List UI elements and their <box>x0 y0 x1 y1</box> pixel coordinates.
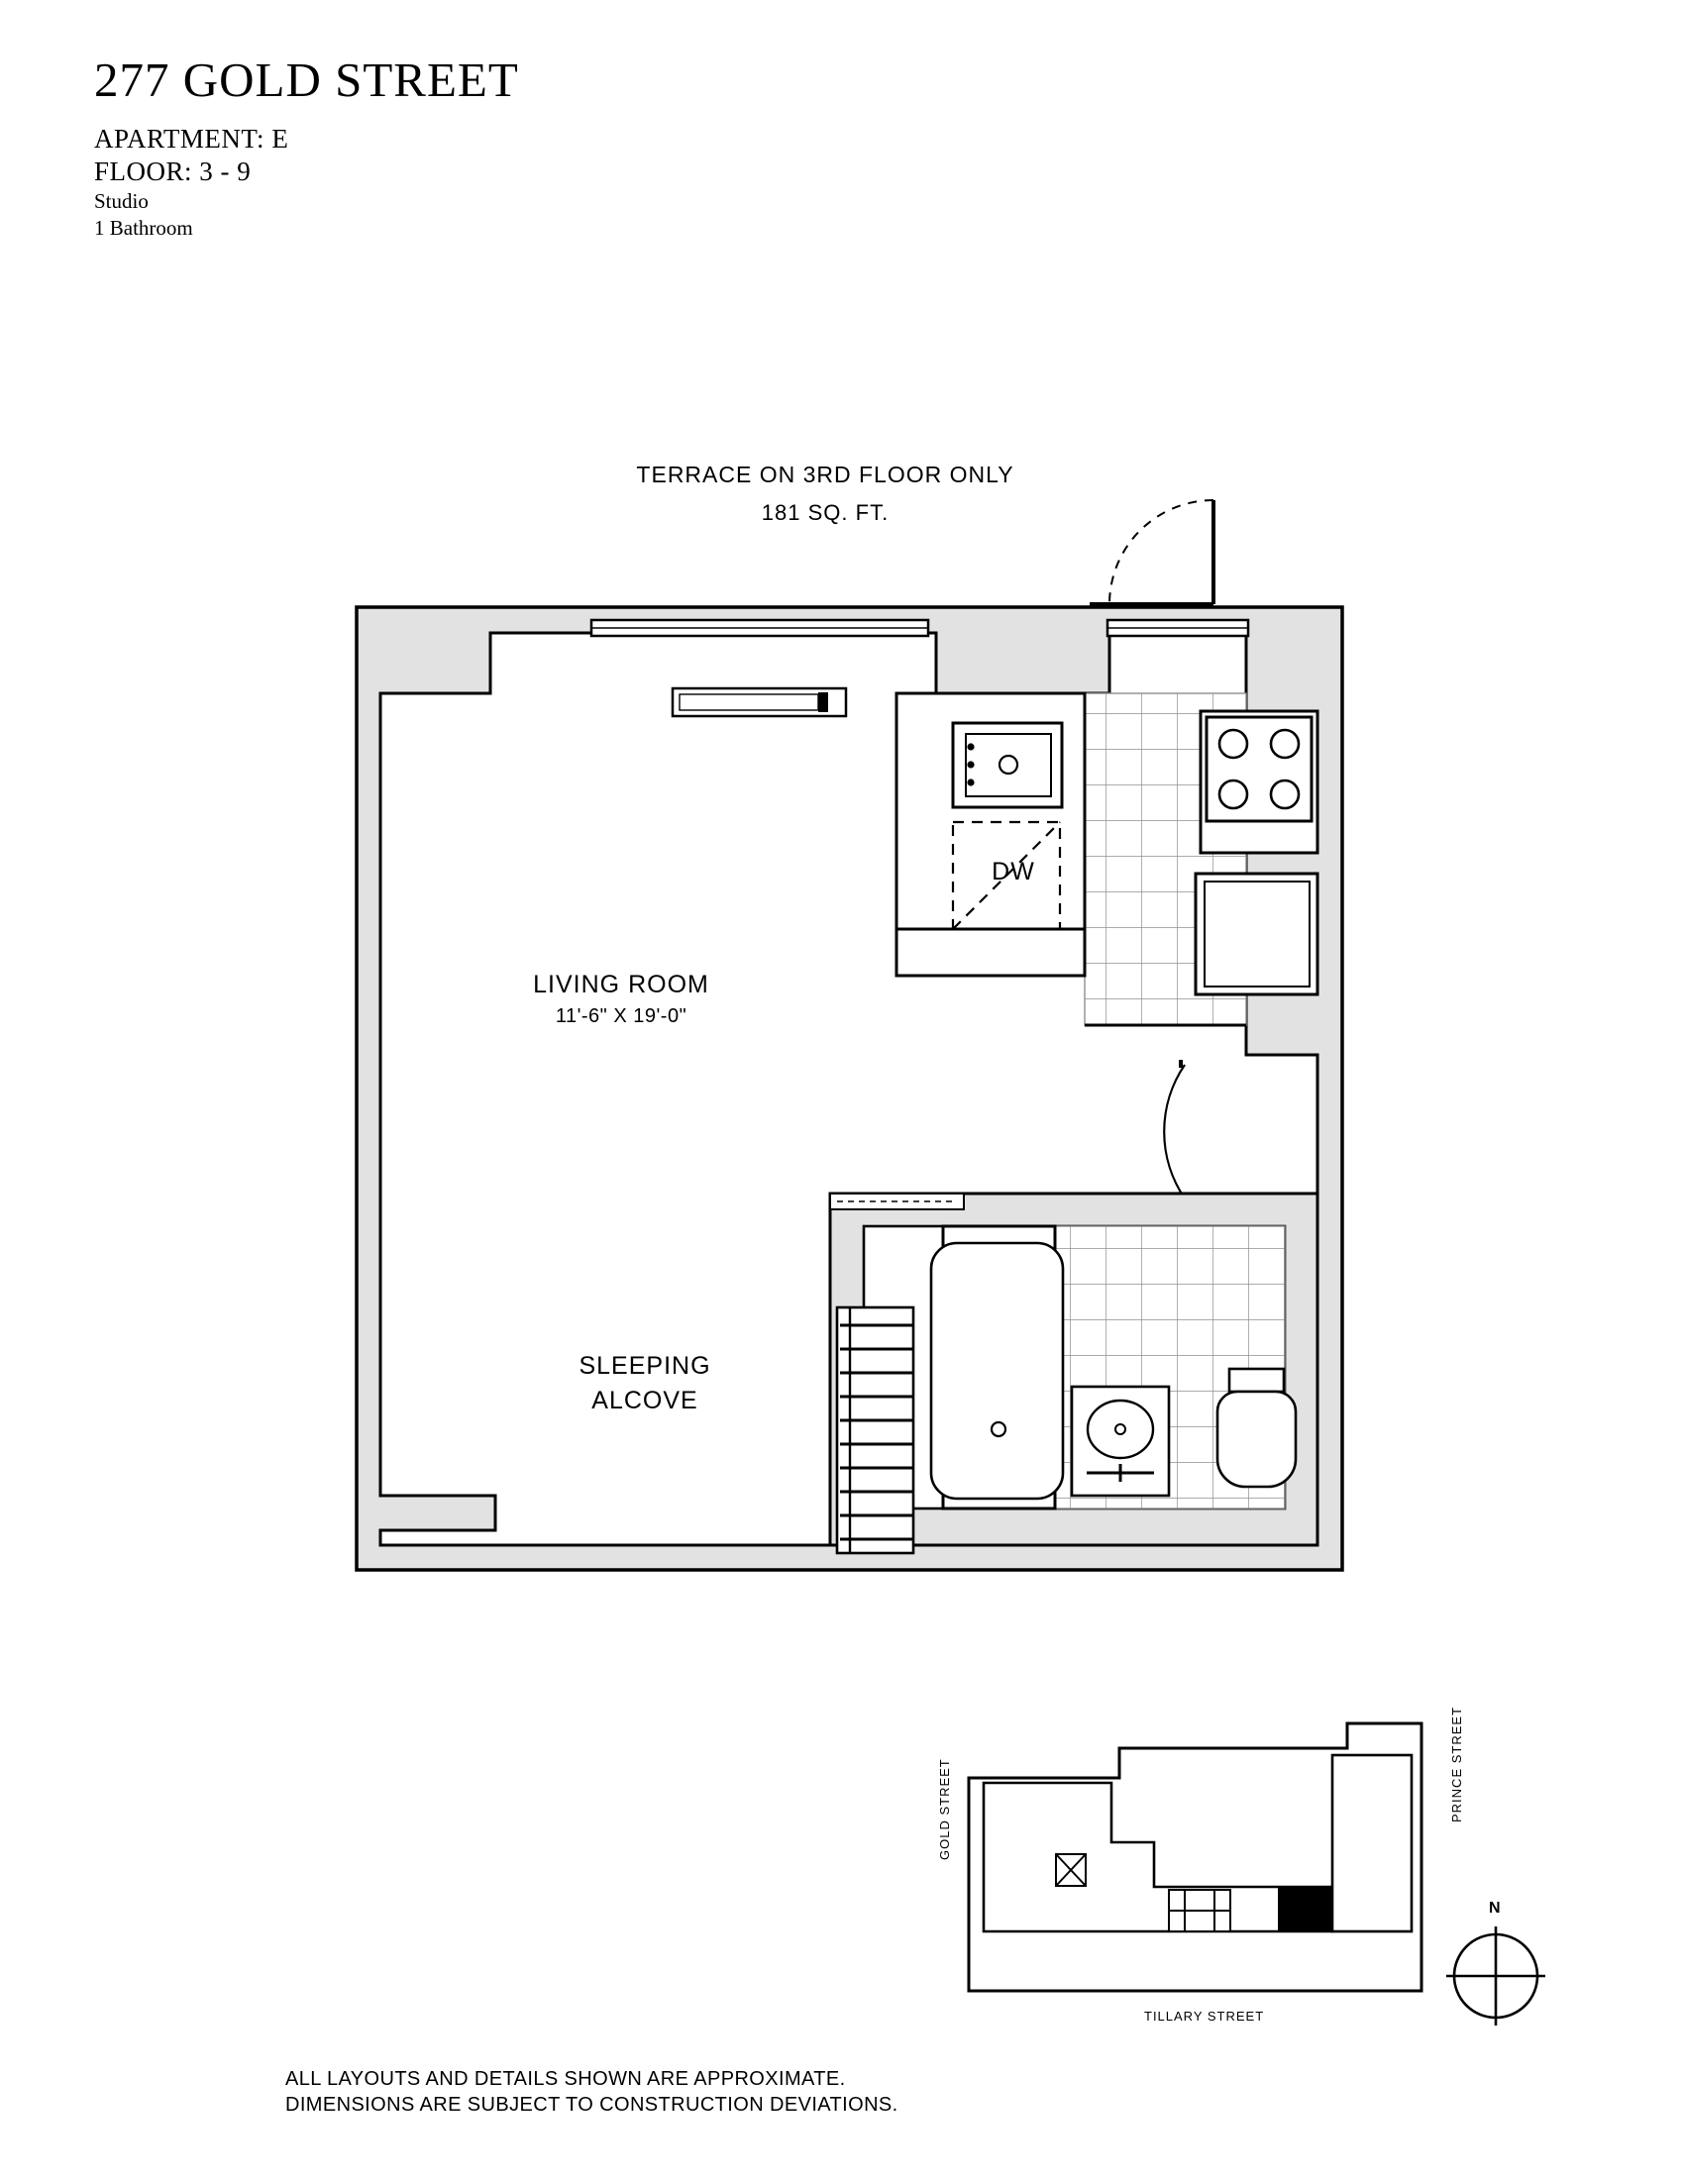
bedroom-count: Studio <box>94 189 149 214</box>
refrigerator <box>1196 874 1317 994</box>
bathroom-count: 1 Bathroom <box>94 216 193 241</box>
page-title: 277 GOLD STREET <box>94 52 519 107</box>
bathtub <box>931 1226 1063 1508</box>
radiator-living-room <box>673 688 846 716</box>
street-label-tillary-street: TILLARY STREET <box>1144 2009 1265 2024</box>
street-label-gold-street: GOLD STREET <box>937 1758 952 1860</box>
room-label-sleeping-alcove: SLEEPING <box>579 1352 711 1380</box>
window-living-room <box>591 620 928 636</box>
room-label-living-room: LIVING ROOM <box>533 971 709 998</box>
window-kitchen <box>1107 620 1248 636</box>
bathroom-vanity-sink <box>1072 1387 1169 1496</box>
range-cooktop <box>1207 717 1312 821</box>
disclaimer <box>285 2066 898 2118</box>
terrace-note-line2: 181 SQ. FT. <box>761 500 890 525</box>
closet-sleeping-alcove <box>837 1307 913 1553</box>
dishwasher-label: DW <box>992 858 1035 885</box>
room-dimensions-living-room: 11'-6" X 19'-0" <box>555 1005 687 1027</box>
floor-label: FLOOR: 3 - 9 <box>94 156 252 187</box>
street-label-prince-street: PRINCE STREET <box>1449 1706 1464 1822</box>
disclaimer-line-1: ALL LAYOUTS AND DETAILS SHOWN ARE APPROXIMATE. <box>285 2068 846 2090</box>
terrace-note-line1: TERRACE ON 3RD FLOOR ONLY <box>636 462 1014 487</box>
disclaimer-line-2: DIMENSIONS ARE SUBJECT TO CONSTRUCTION DEVIATIONS. <box>285 2094 898 2116</box>
north-indicator: N <box>1489 1900 1501 1917</box>
apartment-label: APARTMENT: E <box>94 124 289 155</box>
toilet <box>1217 1369 1296 1487</box>
terrace-door-swing <box>1090 500 1213 604</box>
kitchen-sink <box>953 723 1062 807</box>
room-label-sleeping-alcove-line2: ALCOVE <box>591 1387 698 1414</box>
